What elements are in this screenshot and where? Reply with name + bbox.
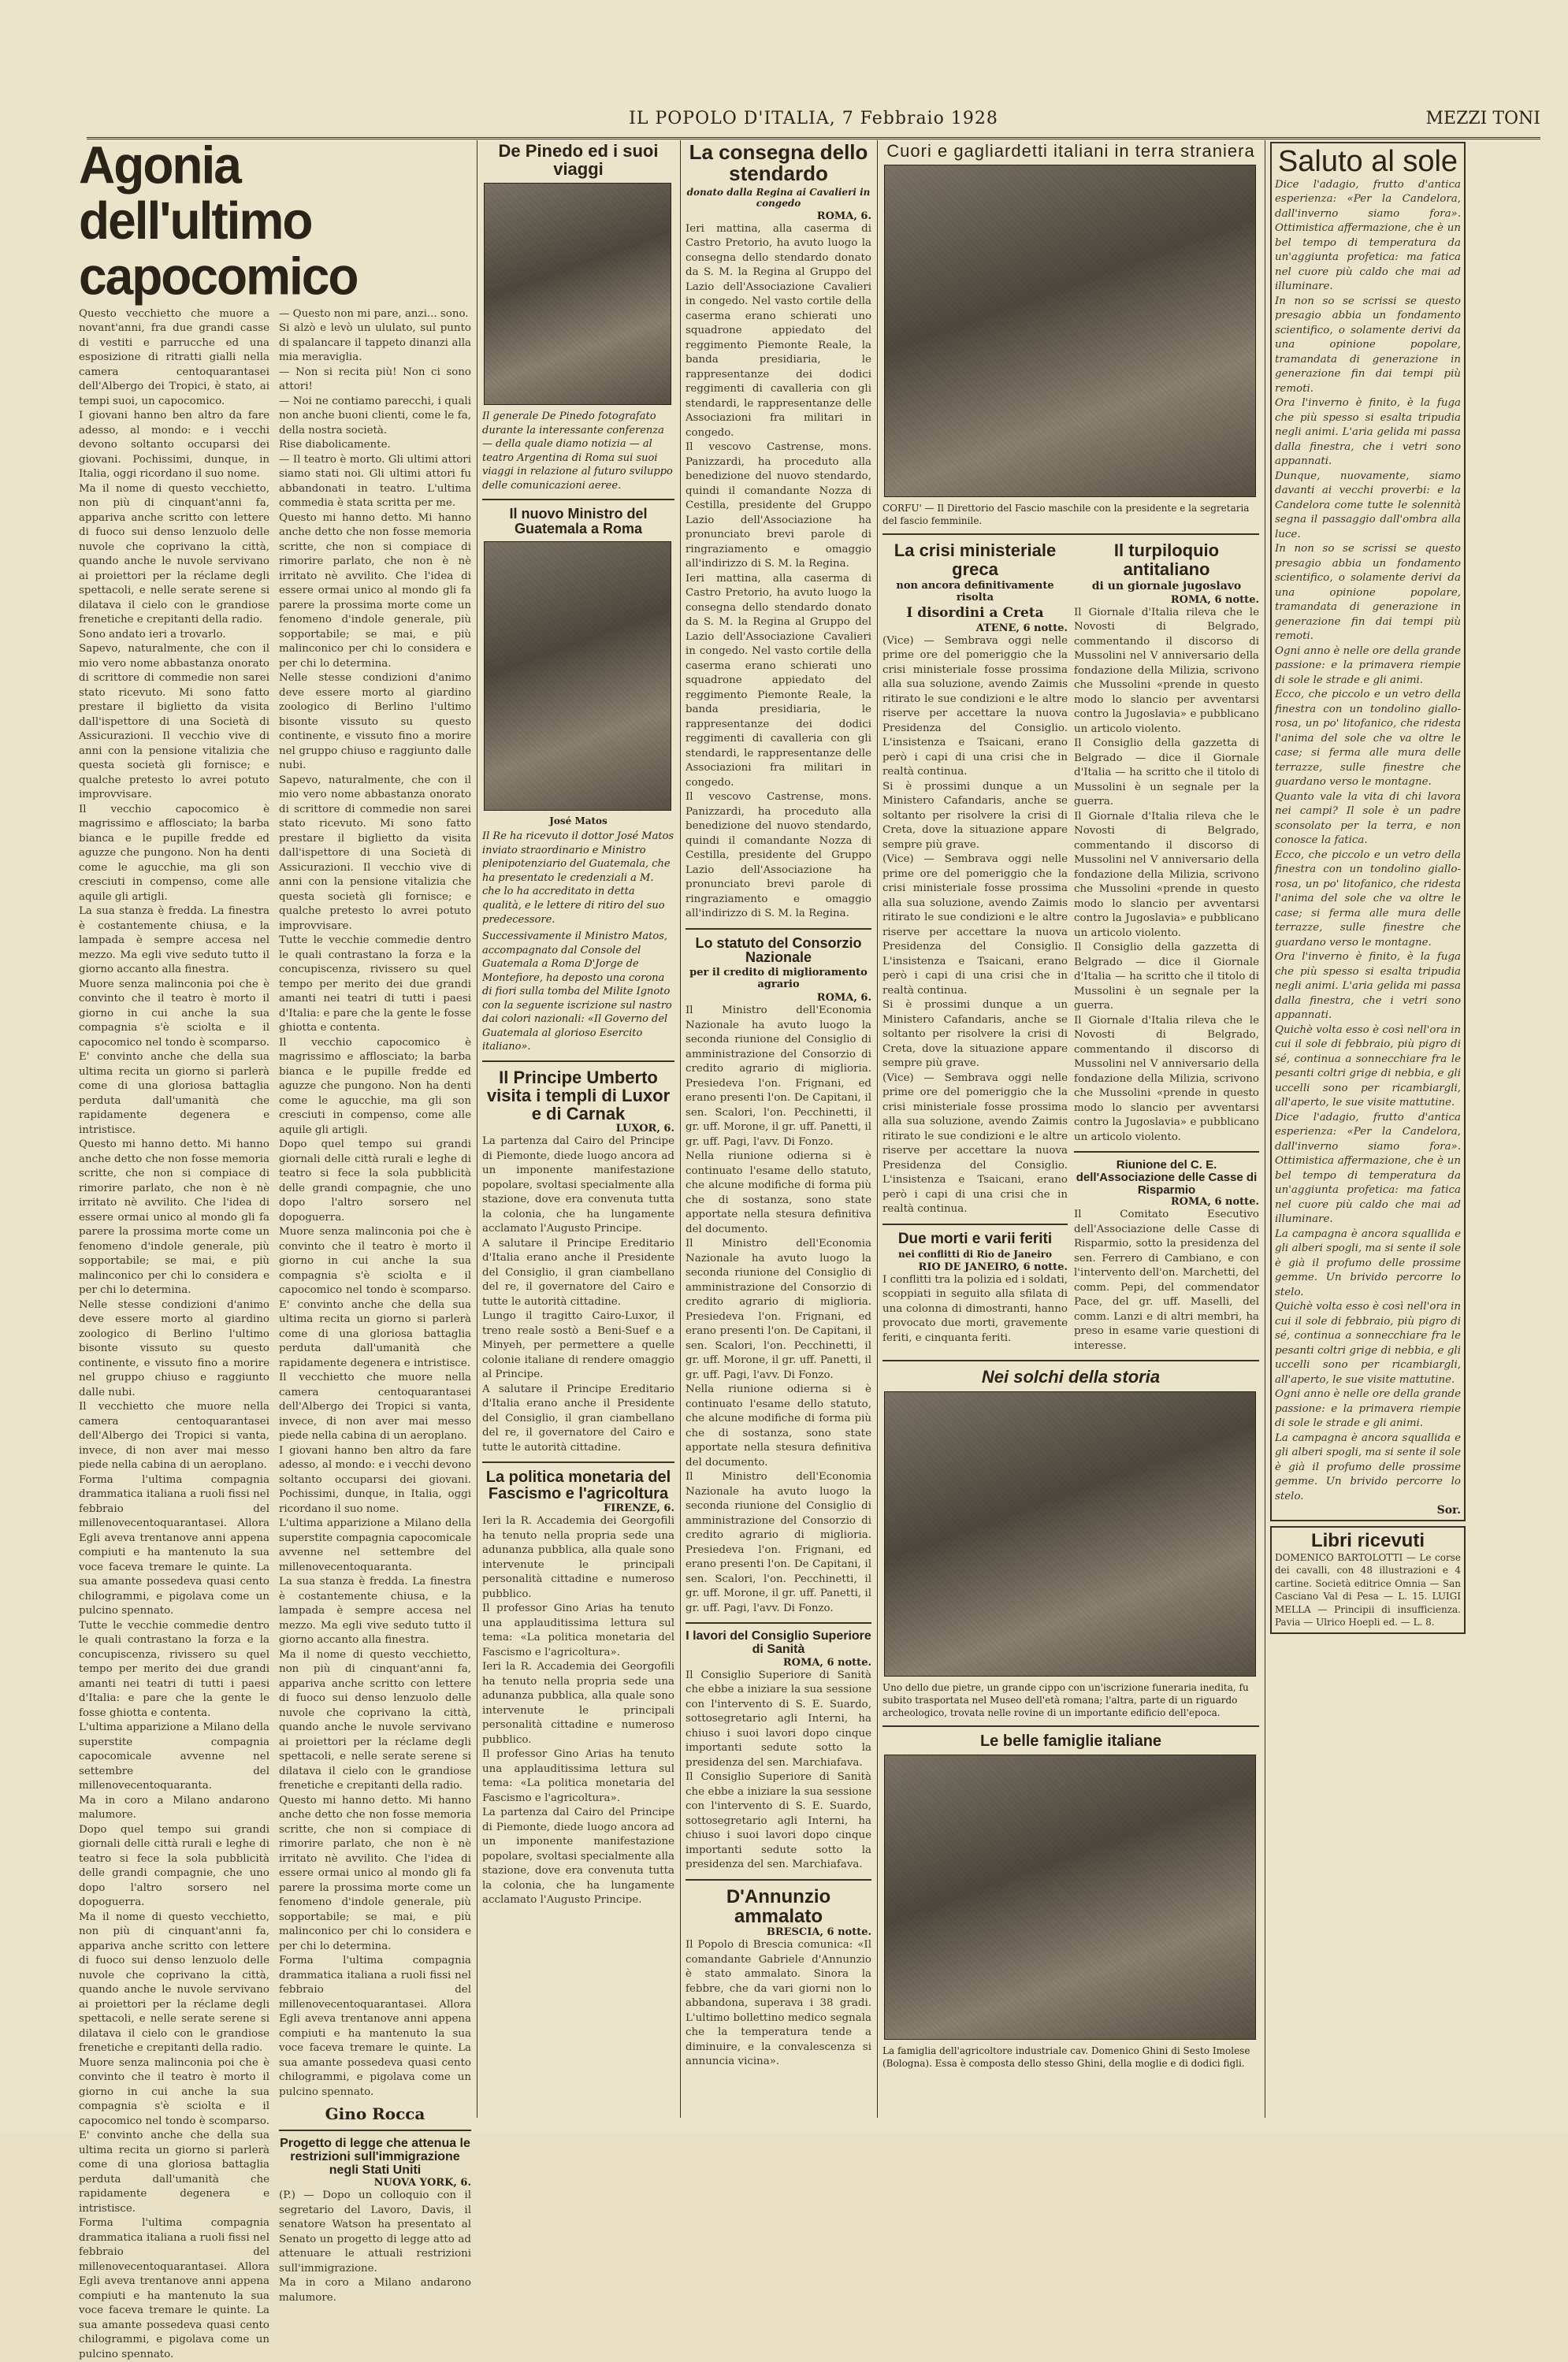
article-paragraph: A salutare il Principe Ereditario d'Italia erano anche il Presidente del Consiglio, il gran ciambellano del re, il governatore del Cairo e tutte le autorità cittadine. <box>482 1383 674 1454</box>
photo-archaeology <box>884 1391 1256 1677</box>
article-paragraph: Ora l'inverno è finito, è la fuga che più spesso si esalta tripudia negli animi. L'aria gelida mi passa dalla finestra, che i vetri sono appannati. <box>1275 397 1461 468</box>
article-paragraph: Il vecchio capocomico è magrissimo e afflosciato; la barba bianca e le pupille fredde ed aguzze che pungono. Non ha denti come le agucchie, ma gli son cresciuti in compenso, come alle aquile gli artigli. <box>79 803 269 903</box>
article-paragraph: Ieri mattina, alla caserma di Castro Pretorio, ha avuto luogo la consegna dello stendardo donato da S. M. la Regina al Gruppo del Lazio dell'Associazione Cavalieri in congedo. Nel vasto cortile della caserma erano schierati uno squadrone appiedato del reggimento Piemonte Reale, la banda presidiaria, le rappresentanze dei dodici reggimenti di cavalleria con gli stendardi, le rappresentanze delle Associazioni fra militari in congedo. <box>686 572 871 789</box>
article-headline: Cuori e gagliardetti italiani in terra straniera <box>886 141 1255 161</box>
feature-box <box>1270 142 1466 1521</box>
dateline: LUXOR, 6. <box>615 1123 674 1135</box>
article-paragraph: Tutte le vecchie commedie dentro le quali contrastano la forza e la concupiscenza, rivissero su quel tempo per merito dei due grandi amanti nei teatri di tutti i paesi d'Italia: e pare che la gente le fosse ghiotta e contenta. <box>279 934 471 1034</box>
article-paragraph: Il Giornale d'Italia rileva che le Novosti di Belgrado, commentando il discorso di Mussolini nel V anniversario della fondazione della Milizia, scrivono che Mussolini «prende in questo modo lo slancio per avventarsi contro la Jugoslavia» e pubblicano un articolo violento. <box>1074 810 1259 939</box>
article-headline: Nei solchi della storia <box>981 1367 1161 1387</box>
article-headline: La crisi ministeriale greca <box>894 540 1057 579</box>
article-paragraph: Il vecchio capocomico è magrissimo e afflosciato; la barba bianca e le pupille fredde ed aguzze che pungono. Non ha denti come le agucchie, ma gli son cresciuti in compenso, come alle aquile gli artigli. <box>279 1036 471 1136</box>
article-headline: Il Principe Umberto visita i templi di Luxor e di Carnak <box>486 1068 671 1124</box>
article-paragraph: Nelle stesse condizioni d'animo deve essere morto al giardino zoologico di Berlino l'ultimo bisonte vissuto su questo continente, e vissuto fino a morire nel gruppo chiuso e raggiunto dalle nubi. <box>79 1298 269 1398</box>
article-paragraph: I giovani hanno ben altro da fare adesso, al mondo: e i vecchi devono soltanto occuparsi dei giovani. Pochissimi, dunque, in Italia, oggi ricordano il suo nome. <box>279 1444 471 1515</box>
article-paragraph: Questo mi hanno detto. Mi hanno anche detto che non fosse memoria scritte, che non si compiace di rimorire parlato, che non è nè irritato nè avvilito. Che l'idea di essere ormai unico al mondo gli fa parere la prossima morte come un fenomeno d'indole generale, più sopportabile; se mai, e più malinconico per chi lo considera e per chi lo determina. <box>279 511 471 670</box>
article-paragraph: Ma il nome di questo vecchietto, non più di cinquant'anni fa, appariva anche scritto con lettere di fuoco sui denso lenzuolo delle nuvole che coprivano la città, quando anche le nuvole servivano ai proiettori per la réclame degli spettacoli, e nelle serate serene si dilatava il cielo con le grandiose frenetiche e crepitanti della radio. <box>79 1911 269 2055</box>
article-paragraph: L'ultima apparizione a Milano della superstite compagnia capocomicale avvenne nel settembre del millenovecentoquaranta. <box>279 1517 471 1573</box>
article-paragraph: Il Comitato Esecutivo dell'Associazione delle Casse di Risparmio, sotto la presidenza del sen. Ferrero di Cambiano, e con l'intervento dell'on. Marchetti, del comm. Pepi, del commendator Pace, del gr. uff. Maselli, del comm. Lanzi e di altri membri, ha preso in esame varie questioni di interesse. <box>1074 1209 1259 1352</box>
books-box <box>1270 1526 1466 1633</box>
article-subheadline: per il credito di miglioramento agrario <box>689 967 868 991</box>
article-paragraph: In non so se scrissi se questo presagio abbia un fondamento scientifico, o solamente derivi da una opinione popolare, tramandata di generazione in generazione fin dai tempi più remoti. <box>1275 543 1461 643</box>
article-paragraph: Quanto vale la vita di chi lavora nei campi? Il sole è un padre sconsolato per la terra, e non conosce la fatica. <box>1275 790 1461 847</box>
article-paragraph: (P.) — Dopo un colloquio con il segretario del Lavoro, Davis, il senatore Watson ha presentato al Senato un progetto di legge atto ad attenuare le attuali restrizioni sull'immigrazione. <box>279 2189 471 2275</box>
article-headline: Due morti e varii feriti <box>897 1230 1053 1247</box>
article-paragraph: (Vice) — Sembrava oggi nelle prime ore del pomeriggio che la crisi ministeriale fosse prossima alla sua soluzione, avendo Zaimis ritirato le sue condizioni e le altre riserve per accettare la nuova Presidenza del Consiglio. L'insistenza e Tsaicani, erano però i capi di una crisi che in realtà continua. <box>882 853 1068 997</box>
article-headline: D'Annunzio ammalato <box>726 1885 831 1928</box>
article-paragraph: Dopo quel tempo sui grandi giornali delle città rurali e leghe di teatro si fece la sola pubblicità delle grandi compagnie, che uno dopo l'altro sorsero nel dopoguerra. <box>279 1138 471 1224</box>
article-headline: Le belle famiglie italiane <box>979 1733 1162 1751</box>
page-header <box>87 106 1540 139</box>
photo-caption: CORFU' — Il Direttorio del Fascio maschile con la presidente e la segretaria del fascio femminile. <box>882 503 1250 527</box>
divider <box>482 499 674 500</box>
article-paragraph: (Vice) — Sembrava oggi nelle prime ore del pomeriggio che la crisi ministeriale fosse prossima alla sua soluzione, avendo Zaimis ritirato le sue condizioni e le altre riserve per accettare la nuova Presidenza del Consiglio. L'insistenza e Tsaicani, erano però i capi di una crisi che in realtà continua. <box>882 1071 1068 1216</box>
divider <box>882 1360 1259 1361</box>
article-paragraph: La partenza dal Cairo del Principe di Piemonte, diede luogo ancora ad un imponente manifestazione popolare, svoltasi specialmente alla stazione, dove era convenuta tutta la colonia, che ha lungamente acclamato l'Augusto Principe. <box>482 1807 674 1907</box>
article-paragraph: Il professor Gino Arias ha tenuto una applauditissima lettura sul tema: «La politica monetaria del Fascismo e l'agricoltura». <box>482 1603 674 1658</box>
article-headline: La consegna dello stendardo <box>689 140 868 186</box>
photo-caption: Il generale De Pinedo fotografato durante la interessante conferenza — della quale diamo notizia — al teatro Argentina di Roma sui suoi viaggi in relazione al futuro sviluppo delle comunicazioni aeree. <box>482 410 673 492</box>
article-paragraph: Ecco, che piccolo e un vetro della finestra con un tondolino giallo-rosa, un po' litofanico, che ridesta l'anima del sole che va oltre le case; si ferma alle mura delle terrazze, sulle finestre che guardano verso le montagne. <box>1275 689 1461 789</box>
article-paragraph: Si è prossimi dunque a un Ministero Cafandaris, anche se soltanto per risolvere la crisi di Creta, dove la situazione appare sempre più grave. <box>882 780 1068 851</box>
article-paragraph: Questo mi hanno detto. Mi hanno anche detto che non fosse memoria scritte, che non si compiace di rimorire parlato, che non è nè irritato nè avvilito. Che l'idea di essere ormai unico al mondo gli fa parere la prossima morte come un fenomeno d'indole generale, più sopportabile; se mai, e più malinconico per chi lo considera e per chi lo determina. <box>279 1794 471 1952</box>
article-headline: Riunione del C. E. dell'Associazione delle Casse di Risparmio <box>1076 1158 1258 1197</box>
photo-caption: La famiglia dell'agricoltore industriale cav. Domenico Ghini di Sesto Imolese (Bologna). Essa è composta dello stesso Ghini, della moglie e di dodici figli. <box>882 2045 1250 2070</box>
dateline: ROMA, 6 notte. <box>1170 1196 1259 1209</box>
article-paragraph: I giovani hanno ben altro da fare adesso, al mondo: e i vecchi devono soltanto occuparsi dei giovani. Pochissimi, dunque, in Italia, oggi ricordano il suo nome. <box>79 410 269 481</box>
photo-jose-matos <box>484 541 671 811</box>
article-paragraph: In non so se scrissi se questo presagio abbia un fondamento scientifico, o solamente derivi da una opinione popolare, tramandata di generazione in generazione fin dai tempi più remoti. <box>1275 295 1461 395</box>
column-rule <box>877 140 878 2118</box>
divider <box>279 2130 471 2131</box>
article-paragraph: Nella riunione odierna si è continuato l'esame dello statuto, che alcune modifiche di forma più che di sostanza, sono state apportate nella stesura definitiva del documento. <box>686 1150 871 1235</box>
article-paragraph: Dunque, nuovamente, siamo davanti ai vecchi proverbi: e la Candelora come tutte le solennità segna il passaggio dall'ombra alla luce. <box>1275 470 1461 540</box>
article-paragraph: Il Ministro dell'Economia Nazionale ha avuto luogo la seconda riunione del Consiglio di amministrazione del Consorzio di credito agrario di miglioria. Presiedeva l'on. Frignani, ed erano presenti l'on. De Capitani, il sen. Scalori, l'on. Pecchinetti, il gr. uff. Morone, il gr. uff. Panetti, il gr. uff. Pagi, l'avv. Di Fonzo. <box>686 1238 871 1381</box>
article-paragraph: Dice l'adagio, frutto d'antica esperienza: «Per la Candelora, dall'inverno siamo fora». Ottimistica affermazione, che è un bel tempo di temperatura da un'aggiunta profetica: ma fatica nel cuore più caldo che mai ad illuminare. <box>1275 1111 1461 1226</box>
article-paragraph: Il Consiglio della gazzetta di Belgrado — dice il Giornale d'Italia — ha scritto che il titolo di Mussolini è un segnale per la guerra. <box>1074 737 1259 808</box>
article-paragraph: Forma l'ultima compagnia drammatica italiana a ruoli fissi nel febbraio del millenovecentoquarantasei. Allora Egli aveva trentanove anni appena compiuti e ha mantenuto la sua voce faceva tremare le quinte. La sua amante possedeva quasi cento chilogrammi, e pigolava come un pulcino spennato. <box>279 1955 471 2098</box>
article-headline: I lavori del Consiglio Superiore di Sanità <box>686 1629 871 1657</box>
article-subheadline: non ancora definitivamente risolta <box>896 579 1054 603</box>
article-paragraph: Lungo il tragitto Cairo-Luxor, il treno reale sostò a Beni-Suef e a Minyeh, per permettere a quelle colonie italiane di rendere omaggio al Principe. <box>482 1310 674 1381</box>
article-headline: Libri ricevuti <box>1310 1530 1425 1552</box>
article-paragraph: La sua stanza è fredda. La finestra è costantemente chiusa, e la lampada è sempre accesa nel mezzo. Ma egli vive seduto tutto il giorno accanto alla finestra. <box>79 905 269 976</box>
article-paragraph: Dice l'adagio, frutto d'antica esperienza: «Per la Candelora, dall'inverno siamo fora». Ottimistica affermazione, che è un bel tempo di temperatura da un'aggiunta profetica: ma fatica nel cuore più caldo che mai ad illuminare. <box>1275 178 1461 293</box>
article-paragraph: Muore senza malinconia poi che è convinto che il teatro è morto il giorno in cui anche la sua compagnia s'è sciolta e il capocomico nel tondo è scomparso. E' convinto anche che della sua ultima recita un giorno si parlerà come di una gloriosa battaglia perduta dall'umanità che rapidamente degenera e intristisce. <box>79 2056 269 2215</box>
divider <box>482 1060 674 1062</box>
article-headline: De Pinedo ed i suoi viaggi <box>498 141 659 180</box>
article-paragraph: Forma l'ultima compagnia drammatica italiana a ruoli fissi nel febbraio del millenovecentoquarantasei. Allora Egli aveva trentanove anni appena compiuti e ha mantenuto la sua voce faceva tremare le quinte. La sua amante possedeva quasi cento chilogrammi, e pigolava come un pulcino spennato. <box>79 2217 269 2360</box>
article-headline: Saluto al sole <box>1277 145 1458 178</box>
column-rule <box>680 140 681 2118</box>
article-paragraph: — Non si recita più! Non ci sono attori! <box>279 366 471 393</box>
article-paragraph: L'ultima apparizione a Milano della superstite compagnia capocomicale avvenne nel settembre del millenovecentoquaranta. <box>79 1721 269 1792</box>
article-paragraph: Il vecchietto che muore nella camera centoquarantasei dell'Albergo dei Tropici si vanta, invece, di non aver mai messo piede nella cabina di un aeroplano. <box>79 1401 269 1472</box>
article-paragraph: La sua stanza è fredda. La finestra è costantemente chiusa, e la lampada è sempre accesa nel mezzo. Ma egli vive seduto tutto il giorno accanto alla finestra. <box>279 1576 471 1647</box>
section-name: MEZZI TONI <box>1425 109 1540 128</box>
article-paragraph: Quichè volta esso è così nell'ora in cui il sole di febbraio, più pigro di sé, continua a sonnecchiare fra le pesanti coltri grige di nebbia, e gli uccelli sono per ricambiargli, all'aperto, le sue visite mattutine. <box>1275 1301 1461 1386</box>
dateline: NUOVA YORK, 6. <box>373 2177 471 2189</box>
dateline: ATENE, 6 notte. <box>975 622 1068 634</box>
article-paragraph: (Vice) — Sembrava oggi nelle prime ore del pomeriggio che la crisi ministeriale fosse prossima alla sua soluzione, avendo Zaimis ritirato le sue condizioni e le altre riserve per accettare la nuova Presidenza del Consiglio. L'insistenza e Tsaicani, erano però i capi di una crisi che in realtà continua. <box>882 634 1068 778</box>
article-paragraph: Muore senza malinconia poi che è convinto che il teatro è morto il giorno in cui anche la sua compagnia s'è sciolta e il capocomico nel tondo è scomparso. E' convinto anche che della sua ultima recita un giorno si parlerà come di una gloriosa battaglia perduta dall'umanità che rapidamente degenera e intristisce. <box>79 978 269 1136</box>
article-paragraph: Il professor Gino Arias ha tenuto una applauditissima lettura sul tema: «La politica monetaria del Fascismo e l'agricoltura». <box>482 1748 674 1804</box>
divider <box>882 1725 1259 1727</box>
divider <box>686 928 871 930</box>
article-paragraph: Il Ministro dell'Economia Nazionale ha avuto luogo la seconda riunione del Consiglio di amministrazione del Consorzio di credito agrario di miglioria. Presiedeva l'on. Frignani, ed erano presenti l'on. De Capitani, il sen. Scalori, l'on. Pecchinetti, il gr. uff. Morone, il gr. uff. Panetti, il gr. uff. Pagi, l'avv. Di Fonzo. <box>686 1471 871 1614</box>
dateline: FIRENZE, 6. <box>604 1502 674 1515</box>
photo-caption: José Matos <box>549 815 608 827</box>
article-paragraph: Il vecchietto che muore nella camera centoquarantasei dell'Albergo dei Tropici si vanta, invece, di non aver mai messo piede nella cabina di un aeroplano. <box>279 1372 471 1443</box>
article-paragraph: Il Consiglio Superiore di Sanità che ebbe a iniziare la sua sessione con l'intervento di S. E. Suardo, sottosegretario agli Interni, ha chiuso i suoi lavori dopo cinque importanti sedute sotto la presidenza del sen. Marchiafava. <box>686 1669 871 1769</box>
article-paragraph: La campagna è ancora squallida e gli alberi spogli, ma si sente il sole è già il profumo delle prossime gemme. Un brivido percorre lo stelo. <box>1275 1432 1461 1502</box>
article-paragraph: La campagna è ancora squallida e gli alberi spogli, ma si sente il sole è già il profumo delle prossime gemme. Un brivido percorre lo stelo. <box>1275 1227 1461 1298</box>
article-paragraph: Si è prossimi dunque a un Ministero Cafandaris, anche se soltanto per risolvere la crisi di Creta, dove la situazione appare sempre più grave. <box>882 999 1068 1070</box>
article-paragraph: Ma in coro a Milano andarono malumore. <box>79 1794 269 1822</box>
article-headline: Il nuovo Ministro del Guatemala a Roma <box>509 506 648 537</box>
article-paragraph: Nella riunione odierna si è continuato l'esame dello statuto, che alcune modifiche di forma più che di sostanza, sono state apportate nella stesura definitiva del documento. <box>686 1383 871 1469</box>
article-paragraph: — Noi ne contiamo parecchi, i quali non anche buoni clienti, come le fa, della nostra società. <box>279 395 471 436</box>
divider <box>482 1461 674 1463</box>
article-paragraph: Ma in coro a Milano andarono malumore. <box>279 2277 471 2304</box>
article-paragraph: Nelle stesse condizioni d'animo deve essere morto al giardino zoologico di Berlino l'ultimo bisonte vissuto su questo continente, e vissuto fino a morire nel gruppo chiuso e raggiunto dalle nubi. <box>279 672 471 772</box>
article-paragraph: Il vescovo Castrense, mons. Panizzardi, ha proceduto alla benedizione del nuovo stendardo, quindi il comandante Nozza di Cestilla, presidente del Gruppo Lazio dell'Associazione ha pronunciato brevi parole di ringraziamento e omaggio all'indirizzo di S. M. la Regina. <box>686 441 871 570</box>
article-paragraph: Il Popolo di Brescia comunica: «Il comandante Gabriele d'Annunzio è stato ammalato. Sinora la febbre, che da vari giorni non lo abbandona, superava i 38 gradi. L'ultimo bollettino medico segnala che la temperatura tende a diminuire, e la convalescenza si annuncia vicina». <box>686 1939 871 2068</box>
article-paragraph: La partenza dal Cairo del Principe di Piemonte, diede luogo ancora ad un imponente manifestazione popolare, svoltasi specialmente alla stazione, dove era convenuta tutta la colonia, che ha lungamente acclamato l'Augusto Principe. <box>482 1135 674 1235</box>
dateline: ROMA, 6 notte. <box>782 1656 871 1669</box>
article-paragraph: Successivamente il Ministro Matos, accompagnato dal Console del Guatemala a Roma D'Jorge de Montefiore, ha deposto una corona di fiori sulla tomba del Milite Ignoto con la seguente iscrizione sul nastro dai colori nazionali: «Il Governo del Guatemala al glorioso Esercito italiano». <box>482 930 672 1053</box>
dateline: BRESCIA, 6 notte. <box>766 1926 871 1939</box>
article-paragraph: Sono andato ieri a trovarlo. <box>79 628 226 641</box>
divider <box>882 533 1259 535</box>
photo-de-pinedo <box>484 183 671 405</box>
masthead-date: IL POPOLO D'ITALIA, 7 Febbraio 1928 <box>629 109 998 128</box>
article-paragraph: Ma il nome di questo vecchietto, non più di cinquant'anni fa, appariva anche scritto con lettere di fuoco sui denso lenzuolo delle nuvole che coprivano la città, quando anche le nuvole servivano ai proiettori per la réclame degli spettacoli, e nelle serate serene si dilatava il cielo con le grandiose frenetiche e crepitanti della radio. <box>279 1648 471 1792</box>
column-4 <box>882 142 1259 2111</box>
article-paragraph: I conflitti tra la polizia ed i soldati, scoppiati in seguito alla sfilata di una colonna di dimostranti, hanno provocato due morti, gravemente feriti, e cinquanta feriti. <box>882 1273 1068 1344</box>
article-paragraph: Il Consiglio della gazzetta di Belgrado — dice il Giornale d'Italia — ha scritto che il titolo di Mussolini è un segnale per la guerra. <box>1074 941 1259 1012</box>
article-paragraph: Rise diabolicamente. <box>279 439 391 451</box>
article-paragraph: Il Giornale d'Italia rileva che le Novosti di Belgrado, commentando il discorso di Mussolini nel V anniversario della fondazione della Milizia, scrivono che Mussolini «prende in questo modo lo slancio per avventarsi contro la Jugoslavia» e pubblicano un articolo violento. <box>1074 606 1259 735</box>
article-paragraph: Muore senza malinconia poi che è convinto che il teatro è morto il giorno in cui anche la sua compagnia s'è sciolta e il capocomico nel tondo è scomparso. E' convinto anche che della sua ultima recita un giorno si parlerà come di una gloriosa battaglia perduta dall'umanità che rapidamente degenera e intristisce. <box>279 1226 471 1369</box>
article-subheadline: donato dalla Regina ai Cavalieri in congedo <box>686 186 871 209</box>
article-paragraph: Il Consiglio Superiore di Sanità che ebbe a iniziare la sua sessione con l'intervento di S. E. Suardo, sottosegretario agli Interni, ha chiuso i suoi lavori dopo cinque importanti sedute sotto la presidenza del sen. Marchiafava. <box>686 1771 871 1871</box>
article-subheadline: nei conflitti di Rio de Janeiro <box>898 1248 1052 1260</box>
article-headline: Lo statuto del Consorzio Nazionale <box>695 934 862 966</box>
article-signature: Sor. <box>1436 1504 1461 1517</box>
column-5 <box>1270 142 1466 2111</box>
article-paragraph: Questo mi hanno detto. Mi hanno anche detto che non fosse memoria scritte, che non si compiace di rimorire parlato, che non è nè irritato nè avvilito. Che l'idea di essere ormai unico al mondo gli fa parere la prossima morte come un fenomeno d'indole generale, più sopportabile; se mai, e più malinconico per chi lo considera e per chi lo determina. <box>79 1138 269 1297</box>
dateline: ROMA, 6 notte. <box>1170 593 1259 606</box>
article-signature: Gino Rocca <box>325 2104 425 2124</box>
article-paragraph: Sapevo, naturalmente, che con il mio vero nome abbastanza onorato di scrittore di commedie non sarei stato ricevuto. Mi sono fatto prestare il biglietto da visita dall'ispettore di una Società di Assicurazioni. Il vecchio vive di anni con la pensione vitalizia che questa società gli fornisce; e qualche pretesto lo avrei potuto improvvisare. <box>279 774 471 932</box>
article-paragraph: Forma l'ultima compagnia drammatica italiana a ruoli fissi nel febbraio del millenovecentoquarantasei. Allora Egli aveva trentanove anni appena compiuti e ha mantenuto la sua voce faceva tremare le quinte. La sua amante possedeva quasi cento chilogrammi, e pigolava come un pulcino spennato. <box>79 1473 269 1617</box>
article-paragraph: Tutte le vecchie commedie dentro le quali contrastano la forza e la concupiscenza, rivissero su quel tempo per merito dei due grandi amanti nei teatri di tutti i paesi d'Italia: e pare che la gente le fosse ghiotta e contenta. <box>79 1619 269 1719</box>
article-paragraph: Si alzò e levò un ululato, sul punto di spalancare il tappeto dinanzi alla mia meraviglia. <box>279 322 471 364</box>
article-paragraph: Il Ministro dell'Economia Nazionale ha avuto luogo la seconda riunione del Consiglio di amministrazione del Consorzio di credito agrario di miglioria. Presiedeva l'on. Frignani, ed erano presenti l'on. De Capitani, il sen. Scalori, l'on. Pecchinetti, il gr. uff. Morone, il gr. uff. Panetti, il gr. uff. Pagi, l'avv. Di Fonzo. <box>686 1005 871 1148</box>
article-paragraph: — Questo non mi pare, anzi... sono. <box>279 307 469 320</box>
article-paragraph: A salutare il Principe Ereditario d'Italia erano anche il Presidente del Consiglio, il gran ciambellano del re, il governatore del Cairo e tutte le autorità cittadine. <box>482 1237 674 1308</box>
article-paragraph: Ieri mattina, alla caserma di Castro Pretorio, ha avuto luogo la consegna dello stendardo donato da S. M. la Regina al Gruppo del Lazio dell'Associazione Cavalieri in congedo. Nel vasto cortile della caserma erano schierati uno squadrone appiedato del reggimento Piemonte Reale, la banda presidiaria, le rappresentanze dei dodici reggimenti di cavalleria con gli stendardi, le rappresentanze delle Associazioni fra militari in congedo. <box>686 222 871 439</box>
books-list: DOMENICO BARTOLOTTI — Le corse dei cavalli, con 48 illustrazioni e 4 cartine. Società editrice Omnia — San Casciano Val di Pesa — L. 15. LUIGI MELLA — Principii di insufficienza. Pavia — Ulrico Hoepli ed. — L. 8. <box>1275 1551 1461 1629</box>
dateline: ROMA, 6. <box>816 210 871 222</box>
article-subheadline: di un giornale jugoslavo <box>1091 579 1242 592</box>
divider <box>686 1622 871 1624</box>
article-paragraph: Ora l'inverno è finito, è la fuga che più spesso si esalta tripudia negli animi. L'aria gelida mi passa dalla finestra, che i vetri sono appannati. <box>1275 951 1461 1022</box>
photo-corfu-fascio <box>884 165 1256 497</box>
photo-ghini-family <box>884 1755 1256 2040</box>
article-paragraph: Ogni anno è nelle ore della grande passione: e la primavera riempie di sole le strade e gli animi. <box>1275 644 1461 686</box>
photo-caption: Uno dello due pietre, un grande cippo con un'iscrizione funeraria inedita, fu subito trasportata nel Museo dell'età romana; l'altra, parte di un riguardo archeologico, trovata nelle rovine di un importante edificio dell'epoca. <box>882 1681 1249 1718</box>
article-headline: Progetto di legge che attenua le restrizioni sull'immigrazione negli Stati Uniti <box>280 2137 470 2177</box>
article-paragraph: Questo vecchietto che muore a novant'anni, fra due grandi casse di vestiti e parrucche ed una esposizione di ritratti gialli nella camera centoquarantasei dell'Albergo dei Tropici, è stato, ai tempi suoi, un capocomico. <box>79 307 269 407</box>
article-paragraph: Il Giornale d'Italia rileva che le Novosti di Belgrado, commentando il discorso di Mussolini nel V anniversario della fondazione della Milizia, scrivono che Mussolini «prende in questo modo lo slancio per avventarsi contro la Jugoslavia» e pubblicano un articolo violento. <box>1074 1014 1259 1143</box>
article-paragraph: Dopo quel tempo sui grandi giornali delle città rurali e leghe di teatro si fece la sola pubblicità delle grandi compagnie, che uno dopo l'altro sorsero nel dopoguerra. <box>79 1823 269 1909</box>
column-3 <box>686 142 871 2111</box>
article-headline: Il turpiloquio antitaliano <box>1113 540 1220 579</box>
column-2 <box>482 142 674 2111</box>
article-headline: La politica monetaria del Fascismo e l'agricoltura <box>485 1469 671 1503</box>
article-paragraph: Sapevo, naturalmente, che con il mio vero nome abbastanza onorato di scrittore di commedie non sarei stato ricevuto. Mi sono fatto prestare il biglietto da visita dall'ispettore di una Società di Assicurazioni. Il vecchio vive di anni con la pensione vitalizia che questa società gli fornisce; e qualche pretesto lo avrei potuto improvvisare. <box>79 643 269 801</box>
article-paragraph: Il Re ha ricevuto il dottor José Matos inviato straordinario e Ministro plenipotenziario del Guatemala, che ha presentato le credenziali a M. che lo ha accreditato in detta qualità, e le lettere di ritiro del suo predecessore. <box>482 830 674 926</box>
article-subheadline: I disordini a Creta <box>906 604 1044 621</box>
article-paragraph: Ieri la R. Accademia dei Georgofili ha tenuto nella propria sede una adunanza pubblica, alla quale sono intervenute le principali personalità cittadine e numeroso pubblico. <box>482 1661 674 1746</box>
divider <box>686 1879 871 1881</box>
dateline: ROMA, 6. <box>816 992 871 1005</box>
article-paragraph: Quichè volta esso è così nell'ora in cui il sole di febbraio, più pigro di sé, continua a sonnecchiare fra le pesanti coltri grige di nebbia, e gli uccelli sono per ricambiargli, all'aperto, le sue visite mattutine. <box>1275 1023 1461 1109</box>
article-paragraph: Ecco, che piccolo e un vetro della finestra con un tondolino giallo-rosa, un po' litofanico, che ridesta l'anima del sole che va oltre le case; si ferma alle mura delle terrazze, sulle finestre che guardano verso le montagne. <box>1275 849 1461 949</box>
article-paragraph: Il vescovo Castrense, mons. Panizzardi, ha proceduto alla benedizione del nuovo stendardo, quindi il comandante Nozza di Cestilla, presidente del Gruppo Lazio dell'Associazione ha pronunciato brevi parole di ringraziamento e omaggio all'indirizzo di S. M. la Regina. <box>686 791 871 920</box>
article-paragraph: Ogni anno è nelle ore della grande passione: e la primavera riempie di sole le strade e gli animi. <box>1275 1388 1461 1430</box>
divider <box>1074 1151 1259 1153</box>
article-paragraph: Ma il nome di questo vecchietto, non più di cinquant'anni fa, appariva anche scritto con lettere di fuoco sui denso lenzuolo delle nuvole che coprivano la città, quando anche le nuvole servivano ai proiettori per la réclame degli spettacoli, e nelle serate serene si dilatava il cielo con le grandiose frenetiche e crepitanti della radio. <box>79 482 269 626</box>
article-paragraph: — Il teatro è morto. Gli ultimi attori siamo stati noi. Gli ultimi attori fu abbandonati in teatro. L'ultima commedia è stata scritta per me. <box>279 453 471 510</box>
article-headline: Agonia dell'ultimo capocomico <box>79 135 358 306</box>
column-1 <box>79 135 471 2360</box>
dateline: RIO DE JANEIRO, 6 notte. <box>918 1261 1068 1273</box>
article-paragraph: Ieri la R. Accademia dei Georgofili ha tenuto nella propria sede una adunanza pubblica, alla quale sono intervenute le principali personalità cittadine e numeroso pubblico. <box>482 1515 674 1600</box>
divider <box>882 1224 1068 1225</box>
